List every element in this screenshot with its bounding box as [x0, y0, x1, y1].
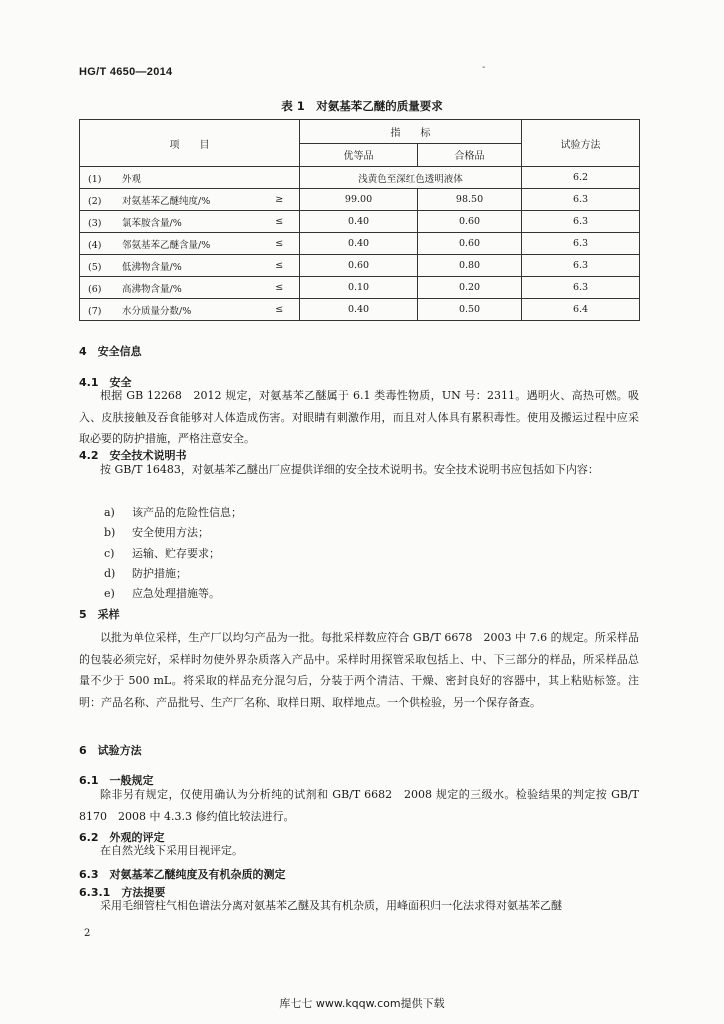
section-4-title: 4 安全信息 [79, 345, 142, 358]
header-premium: 优等品 [300, 143, 418, 167]
page-number: 2 [84, 928, 91, 939]
row-name: 水分质量分数/% [122, 305, 192, 317]
table-caption: 表 1 对氨基苯乙醚的质量要求 [281, 99, 443, 113]
section-6-1-title: 6.1 一般规定 [79, 774, 154, 787]
row-operator: ≤ [260, 299, 300, 321]
row-qualified: 0.80 [418, 255, 522, 277]
row-number: (7) [88, 305, 102, 317]
download-footer: 库七七 www.kqqw.com提供下载 [279, 997, 445, 1010]
row-name: 外观 [122, 173, 142, 185]
section-4-1-title: 4.1 安全 [79, 376, 132, 389]
row-item [80, 255, 260, 277]
row-number: (2) [88, 195, 102, 207]
row-premium: 0.40 [300, 299, 418, 321]
row-name: 低沸物含量/% [122, 261, 182, 273]
list-text: 运输、贮存要求； [132, 547, 220, 560]
section-5-title: 5 采样 [79, 608, 120, 621]
section-6-3-1-title: 6.3.1 方法提要 [79, 886, 166, 899]
list-marker: e) [104, 587, 115, 600]
standard-number: HG/T 4650—2014 [79, 66, 173, 78]
header-item: 项 目 [80, 120, 300, 167]
row-qualified: 0.60 [418, 233, 522, 255]
row-premium: 0.40 [300, 233, 418, 255]
row-method: 6.3 [522, 255, 640, 277]
section-4-2-text: 按 GB/T 16483，对氨基苯乙醚出厂应提供详细的安全技术说明书。安全技术说明书应包括如下内容： [100, 463, 599, 476]
row-method: 6.3 [522, 211, 640, 233]
section-6-title: 6 试验方法 [79, 744, 142, 757]
list-text: 应急处理措施等。 [132, 587, 220, 600]
row-qualified: 98.50 [418, 189, 522, 211]
section-5-text: 以批为单位采样，生产厂以均匀产品为一批。每批采样数应符合 GB/T 6678 2003 中 7.6 的规定。所采样品的包装必须完好，采样时勿使外界杂质落入产品中。采样时用探管采取包括上、中、下三部分的样品，所采样品总量不少于 500 mL。将采取的样品充分混匀后，分装于两个清洁、干燥、密封良好的容器中，其上粘贴标签。注明：产品名称、产品批号、生产厂名称、取样日期、取样地点。一个供检验，另一个保存备查。 [79, 631, 639, 709]
row-qualified: 0.60 [418, 211, 522, 233]
row-premium: 0.60 [300, 255, 418, 277]
list-text: 该产品的危险性信息； [132, 506, 242, 519]
list-item [104, 524, 209, 540]
row-premium: 0.10 [300, 277, 418, 299]
row-item [80, 277, 260, 299]
row-premium: 99.00 [300, 189, 418, 211]
section-6-3-1-text: 采用毛细管柱气相色谱法分离对氨基苯乙醚及其有机杂质，用峰面积归一化法求得对氨基苯乙醚 [100, 899, 562, 912]
table-row [80, 211, 640, 233]
section-4-1-text: 根据 GB 12268 2012 规定，对氨基苯乙醚属于 6.1 类毒性物质，UN 号：2311。遇明火、高热可燃。吸入、皮肤接触及吞食能够对人体造成伤害。对眼睛有刺激作用，而且对人体具有累积毒性。使用及搬运过程中应采取必要的防护措施，严格注意安全。 [79, 389, 639, 445]
row-method: 6.4 [522, 299, 640, 321]
row-number: (1) [88, 173, 102, 185]
table-row [80, 233, 640, 255]
section-6-2-text: 在自然光线下采用目视评定。 [100, 844, 243, 857]
list-item [104, 545, 220, 561]
header-method: 试验方法 [522, 120, 640, 167]
table-header-row [80, 120, 640, 144]
list-text: 安全使用方法； [132, 526, 209, 539]
row-name: 氯苯胺含量/% [122, 217, 182, 229]
list-item [104, 565, 187, 581]
section-6-2-title: 6.2 外观的评定 [79, 831, 165, 844]
table-row [80, 277, 640, 299]
row-number: (6) [88, 283, 102, 295]
row-operator: ≥ [260, 189, 300, 211]
row-item [80, 299, 260, 321]
quality-table [79, 119, 640, 321]
row-method: 6.3 [522, 189, 640, 211]
header-index: 指 标 [300, 120, 522, 144]
list-marker: b) [104, 526, 116, 539]
row-name: 邻氨基苯乙醚含量/% [122, 239, 211, 251]
list-marker: d) [104, 567, 116, 580]
list-text: 防护措施； [132, 567, 187, 580]
row-method: 6.3 [522, 277, 640, 299]
row-item [80, 167, 300, 189]
row-operator: ≤ [260, 277, 300, 299]
table-row [80, 255, 640, 277]
row-qualified: 0.50 [418, 299, 522, 321]
row-premium: 0.40 [300, 211, 418, 233]
table-row [80, 167, 640, 189]
list-item [104, 585, 220, 601]
section-4-2-title: 4.2 安全技术说明书 [79, 449, 187, 462]
table-row [80, 299, 640, 321]
section-6-3-title: 6.3 对氨基苯乙醚纯度及有机杂质的测定 [79, 868, 286, 881]
row-operator: ≤ [260, 255, 300, 277]
row-operator: ≤ [260, 233, 300, 255]
row-number: (3) [88, 217, 102, 229]
row-operator: ≤ [260, 211, 300, 233]
row-number: (5) [88, 261, 102, 273]
list-item [104, 504, 242, 520]
row-method: 6.3 [522, 233, 640, 255]
section-6-1-text: 除非另有规定，仅使用确认为分析纯的试剂和 GB/T 6682 2008 规定的三级水。检验结果的判定按 GB/T 8170 2008 中 4.3.3 修约值比较法进行。 [79, 788, 639, 823]
header-qualified: 合格品 [418, 143, 522, 167]
row-number: (4) [88, 239, 102, 251]
row-method: 6.2 [522, 167, 640, 189]
row-name: 高沸物含量/% [122, 283, 182, 295]
row-qualified: 0.20 [418, 277, 522, 299]
table-row [80, 189, 640, 211]
row-item [80, 211, 260, 233]
row-merged-value: 浅黄色至深红色透明液体 [300, 167, 522, 189]
row-name: 对氨基苯乙醚纯度/% [122, 195, 211, 207]
list-marker: a) [104, 506, 115, 519]
list-marker: c) [104, 547, 115, 560]
stray-mark: - [482, 62, 486, 73]
row-item [80, 233, 260, 255]
row-item [80, 189, 260, 211]
